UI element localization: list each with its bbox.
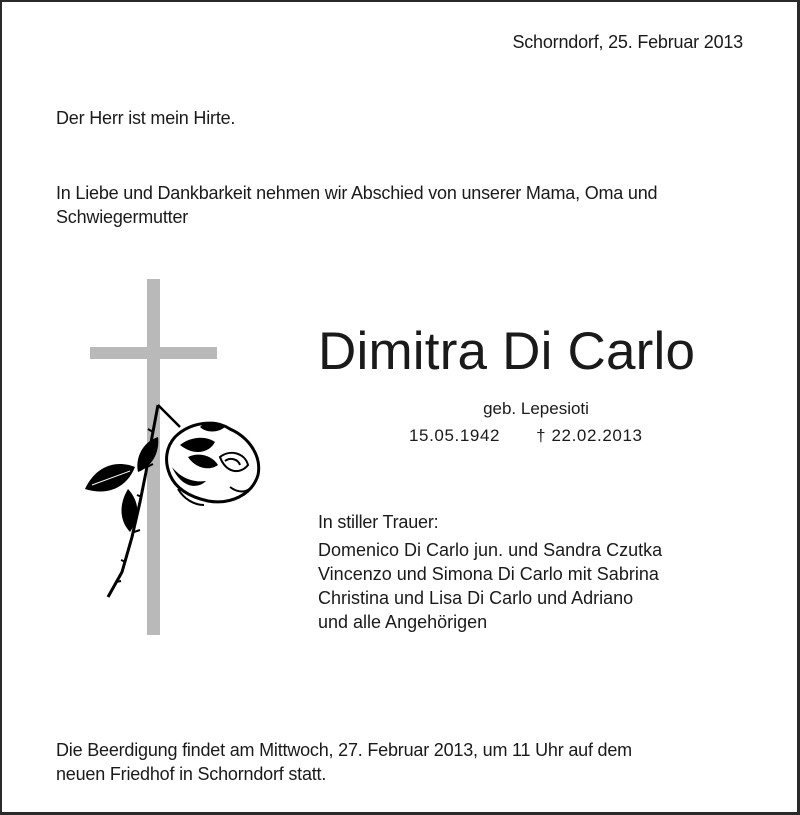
life-dates <box>409 425 643 447</box>
funeral-line: neuen Friedhof in Schorndorf statt. <box>56 764 327 784</box>
deceased-name: Dimitra Di Carlo <box>318 322 696 381</box>
intro-text <box>56 181 657 229</box>
intro-line: Schwiegermutter <box>56 207 189 227</box>
mourner-line: Vincenzo und Simona Di Carlo mit Sabrina <box>318 564 659 584</box>
death-date: † 22.02.2013 <box>536 426 643 445</box>
funeral-info <box>56 738 632 786</box>
mourner-line: und alle Angehörigen <box>318 612 488 632</box>
psalm-quote: Der Herr ist mein Hirte. <box>56 108 236 128</box>
rose-icon <box>80 397 265 602</box>
mourner-line: Christina und Lisa Di Carlo und Adriano <box>318 588 634 608</box>
mourners-label: In stiller Trauer: <box>318 512 439 532</box>
place-date: Schorndorf, 25. Februar 2013 <box>512 32 743 52</box>
mourner-line: Domenico Di Carlo jun. und Sandra Czutka <box>318 540 663 560</box>
funeral-line: Die Beerdigung findet am Mittwoch, 27. Februar 2013, um 11 Uhr auf dem <box>56 740 632 760</box>
cross-horizontal-bar <box>90 347 217 359</box>
maiden-name: geb. Lepesioti <box>483 399 589 418</box>
intro-line: In Liebe und Dankbarkeit nehmen wir Abschied von unserer Mama, Oma und <box>56 183 658 203</box>
birth-date: 15.05.1942 <box>409 426 501 445</box>
mourners-list <box>318 538 662 634</box>
